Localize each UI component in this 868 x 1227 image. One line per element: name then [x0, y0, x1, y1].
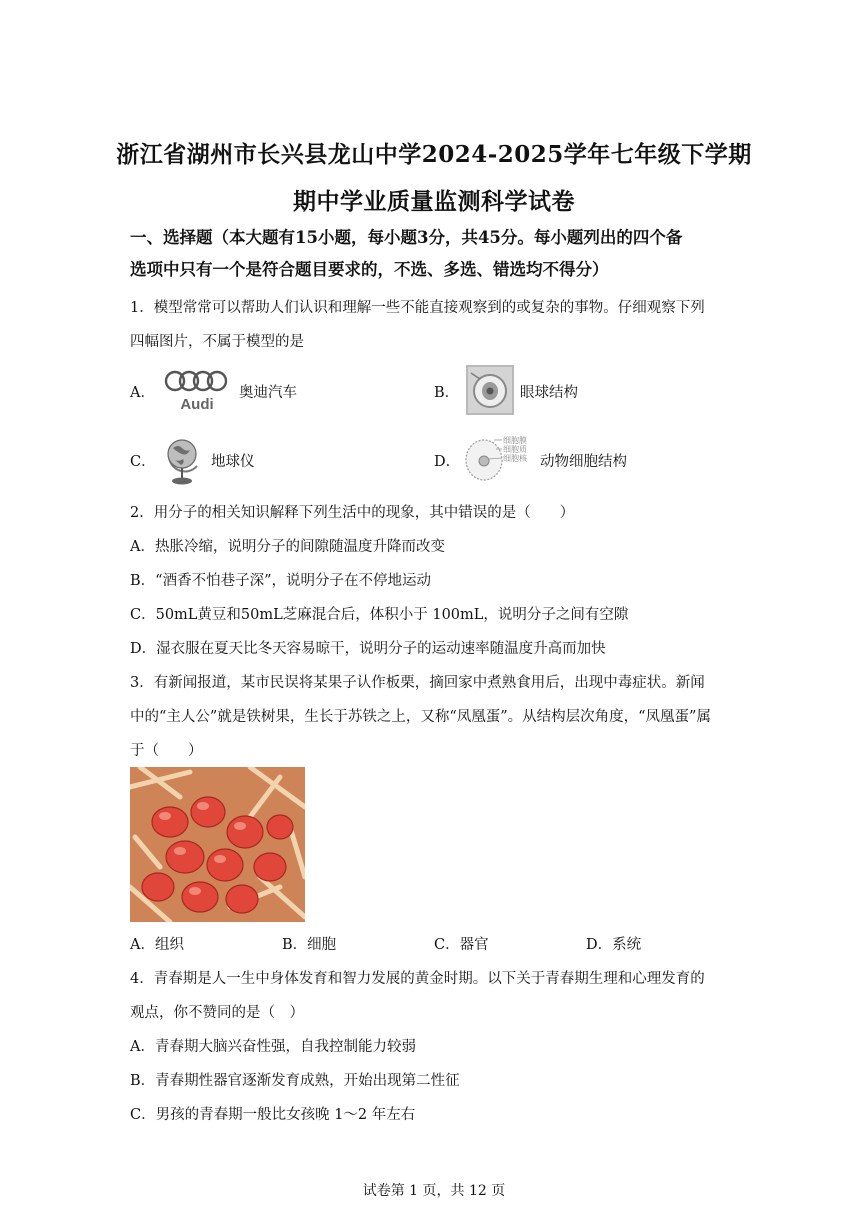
section-heading-line-2: 选项中只有一个是符合题目要求的，不选、多选、错选均不得分） [130, 260, 609, 279]
globe-image [161, 434, 203, 486]
q1-option-c-letter: C． [130, 454, 156, 470]
nucleus-label: 细胞核 [503, 454, 527, 463]
page-footer: 试卷第 1 页，共 12 页 [362, 1183, 506, 1199]
q2-option-d: D．湿衣服在夏天比冬天容易晾干，说明分子的运动速率随温度升高而加快 [130, 641, 606, 657]
q2-stem: 2．用分子的相关知识解释下列生活中的现象，其中错误的是（ ） [130, 505, 575, 521]
q4-option-c: C．男孩的青春期一般比女孩晚 1～2 年左右 [130, 1107, 416, 1123]
q1-stem-line-2: 四幅图片，不属于模型的是 [130, 334, 304, 350]
q2-option-c: C．50mL黄豆和50mL芝麻混合后，体积小于 100mL，说明分子之间有空隙 [130, 607, 629, 623]
audi-logo-image [162, 367, 232, 413]
q1-option-a-letter: A． [130, 385, 155, 401]
cytoplasm-label: 细胞质 [503, 445, 527, 454]
q4-option-b: B．青春期性器官逐渐发育成熟，开始出现第二性征 [130, 1073, 460, 1089]
q3-option-b: B．细胞 [282, 937, 337, 953]
eyeball-structure-image [466, 365, 514, 415]
q3-option-d: D．系统 [586, 937, 642, 953]
q4-stem-line-1: 4．青春期是人一生中身体发育和智力发展的黄金时期。以下关于青春期生理和心理发育的 [130, 971, 705, 987]
q4-option-a: A．青春期大脑兴奋性强，自我控制能力较弱 [130, 1039, 416, 1055]
q1-option-d-letter: D． [434, 454, 461, 470]
q1-option-b-letter: B． [434, 385, 460, 401]
cycad-seeds-photo [130, 767, 305, 922]
animal-cell-diagram-image [462, 432, 532, 482]
q3-stem-line-3: 于（ ） [130, 743, 203, 759]
exam-title-line-2: 期中学业质量监测科学试卷 [293, 188, 575, 215]
q1-stem-line-1: 1．模型常常可以帮助人们认识和理解一些不能直接观察到的或复杂的事物。仔细观察下列 [130, 300, 705, 316]
section-heading-line-1: 一、选择题（本大题有15小题，每小题3分，共45分。每小题列出的四个备 [130, 228, 683, 247]
q3-option-a: A．组织 [130, 937, 184, 953]
q1-option-b-text: 眼球结构 [520, 385, 578, 401]
q2-option-b: B．“酒香不怕巷子深”，说明分子在不停地运动 [130, 573, 431, 589]
q1-option-c-text: 地球仪 [211, 454, 255, 470]
exam-title-line-1: 浙江省湖州市长兴县龙山中学2024-2025学年七年级下学期 [116, 141, 752, 168]
q3-option-c: C．器官 [434, 937, 489, 953]
q4-stem-line-2: 观点，你不赞同的是（ ） [130, 1005, 304, 1021]
q1-option-d-text: 动物细胞结构 [540, 454, 627, 470]
q3-stem-line-2: 中的“主人公”就是铁树果，生长于苏铁之上，又称“凤凰蛋”。从结构层次角度，“凤凰蛋”属 [130, 709, 711, 725]
q1-option-a-text: 奥迪汽车 [239, 385, 297, 401]
audi-logo-text: Audi [180, 396, 214, 413]
cell-membrane-label: 细胞膜 [503, 436, 527, 445]
q2-option-a: A．热胀冷缩，说明分子的间隙随温度升降而改变 [130, 539, 445, 555]
q3-stem-line-1: 3．有新闻报道，某市民误将某果子认作板栗，摘回家中煮熟食用后，出现中毒症状。新闻 [130, 675, 705, 691]
